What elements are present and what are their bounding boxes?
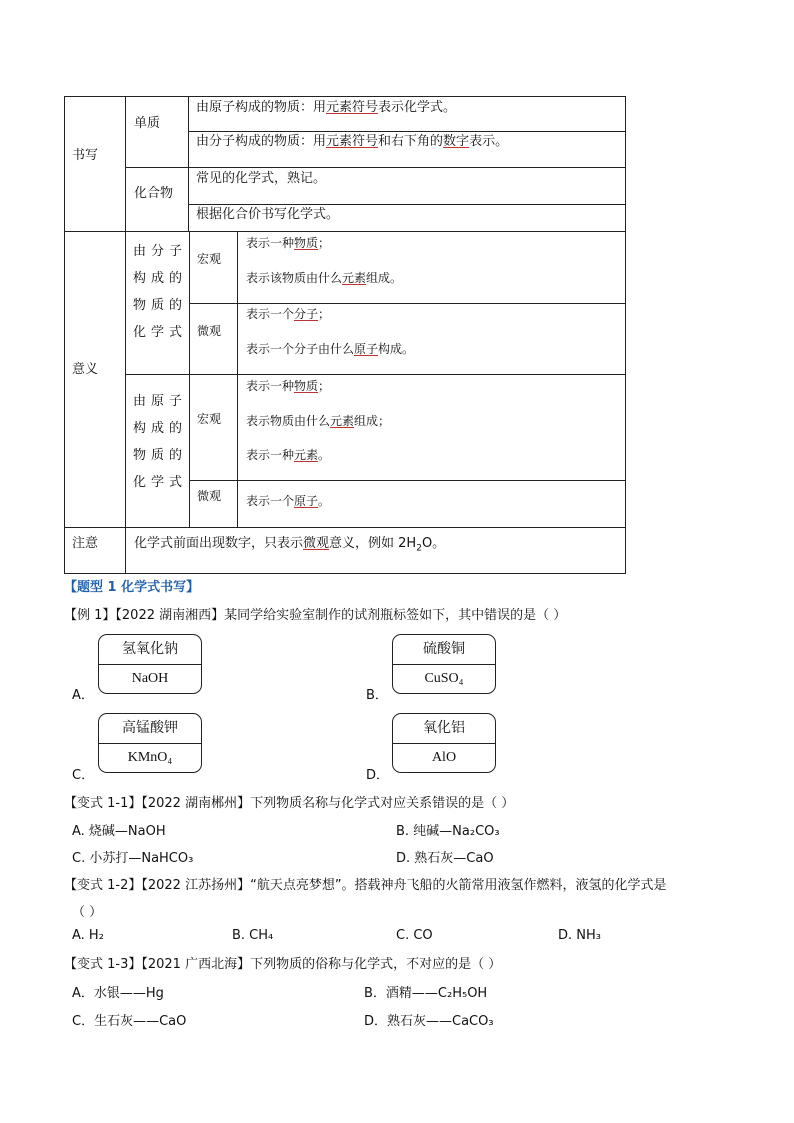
variant-1-1-option-b: B. 纯碱—Na₂CO₃	[396, 824, 500, 839]
note-text: 化学式前面出现数字，只表示微观意义，例如 $2H_2O$。	[134, 536, 446, 554]
col-divider	[189, 231, 190, 527]
reagent-name: 氧化铝	[393, 714, 495, 744]
option-b-letter: B．	[366, 688, 388, 703]
row-divider	[64, 527, 626, 528]
variant-1-3-option-d: D．熟石灰——CaCO₃	[364, 1014, 494, 1029]
row-divider	[125, 167, 626, 168]
row-divider	[189, 303, 626, 304]
option-d-letter: D．	[366, 768, 390, 783]
summary-table	[64, 96, 626, 574]
macro-label: 宏观	[197, 252, 222, 266]
atom-macro-line2: 表示物质由什么元素组成；	[246, 414, 391, 428]
option-c-letter: C．	[72, 768, 95, 783]
atom-macro-line1: 表示一种物质；	[246, 379, 331, 393]
reagent-label-a	[98, 634, 202, 694]
micro-label: 微观	[197, 489, 222, 503]
variant-1-2-option-d: D. NH₃	[558, 928, 601, 943]
row-divider	[125, 374, 626, 375]
variant-1-1-option-c: C. 小苏打—NaHCO₃	[72, 851, 194, 866]
reagent-label-b	[392, 634, 496, 694]
mol-micro-line1: 表示一个分子；	[246, 307, 331, 321]
meaning-label: 意义	[72, 362, 99, 377]
compound-row-memorize: 常见的化学式，熟记。	[196, 171, 327, 186]
table-border-bottom	[64, 573, 626, 574]
variant-1-2-option-c: C. CO	[396, 928, 433, 943]
reagent-label-c	[98, 713, 202, 773]
reagent-label-d	[392, 713, 496, 773]
col-divider	[237, 231, 238, 527]
atom-formula-label: 由原子 构成的 物质的 化学式	[133, 394, 188, 490]
simple-row-molecules: 由分子构成的物质：用元素符号和右下角的数字表示。	[196, 134, 509, 149]
compound-row-valence: 根据化合价书写化学式。	[196, 207, 340, 222]
variant-1-2-option-a: A. H₂	[72, 928, 104, 943]
table-border-left	[64, 96, 65, 574]
write-label: 书写	[72, 148, 99, 163]
note-label: 注意	[72, 536, 99, 551]
row-divider	[188, 131, 626, 132]
simple-row-atoms: 由原子构成的物质：用元素符号表示化学式。	[196, 100, 457, 115]
variant-1-3-option-b: B．酒精——C₂H₅OH	[364, 986, 488, 1001]
mol-micro-line2: 表示一个分子由什么原子构成。	[246, 342, 415, 356]
table-border-top	[64, 96, 626, 97]
reagent-name: 硫酸铜	[393, 635, 495, 665]
section-heading: 【题型 1 化学式书写】	[64, 580, 200, 595]
row-divider	[189, 480, 626, 481]
option-a-letter: A．	[72, 688, 94, 703]
molecule-formula-label: 由分子 构成的 物质的 化学式	[133, 244, 188, 340]
reagent-name: 高锰酸钾	[99, 714, 201, 744]
variant-1-1-stem: 【变式 1-1】【2022 湖南郴州】下列物质名称与化学式对应关系错误的是（ ）	[64, 796, 515, 811]
variant-1-3-stem: 【变式 1-3】【2021 广西北海】下列物质的俗称与化学式，不对应的是（ ）	[64, 957, 502, 972]
reagent-formula: KMnO₄	[127, 750, 173, 765]
atom-micro-line1: 表示一个原子。	[246, 494, 331, 508]
row-divider	[64, 231, 626, 232]
reagent-formula: NaOH	[131, 671, 169, 686]
mol-macro-line1: 表示一种物质；	[246, 236, 331, 250]
row-divider	[188, 204, 626, 205]
reagent-formula: AlO	[431, 750, 457, 765]
compound-label: 化合物	[134, 186, 174, 201]
example-1-stem: 【例 1】【2022 湖南湘西】某同学给实验室制作的试剂瓶标签如下，其中错误的是（ ）	[64, 608, 567, 623]
variant-1-2-stem: 【变式 1-2】【2022 江苏扬州】“航天点亮梦想”。搭载神舟飞船的火箭常用液氢作燃料，液氢的化学式是	[64, 878, 667, 893]
micro-label: 微观	[197, 324, 222, 338]
variant-1-1-option-d: D. 熟石灰—CaO	[396, 851, 494, 866]
variant-1-1-option-a: A. 烧碱—NaOH	[72, 824, 166, 839]
variant-1-3-option-a: A．水银——Hg	[72, 986, 164, 1001]
macro-label: 宏观	[197, 412, 222, 426]
variant-1-2-stem-paren: （ ）	[72, 905, 103, 920]
simple-substance-label: 单质	[134, 116, 161, 131]
mol-macro-line2: 表示该物质由什么元素组成。	[246, 271, 403, 285]
atom-macro-line3: 表示一种元素。	[246, 448, 331, 462]
variant-1-2-option-b: B. CH₄	[232, 928, 274, 943]
reagent-name: 氢氧化钠	[99, 635, 201, 665]
reagent-formula: CuSO₄	[424, 671, 464, 686]
col-divider	[188, 96, 189, 231]
variant-1-3-option-c: C．生石灰——CaO	[72, 1014, 187, 1029]
